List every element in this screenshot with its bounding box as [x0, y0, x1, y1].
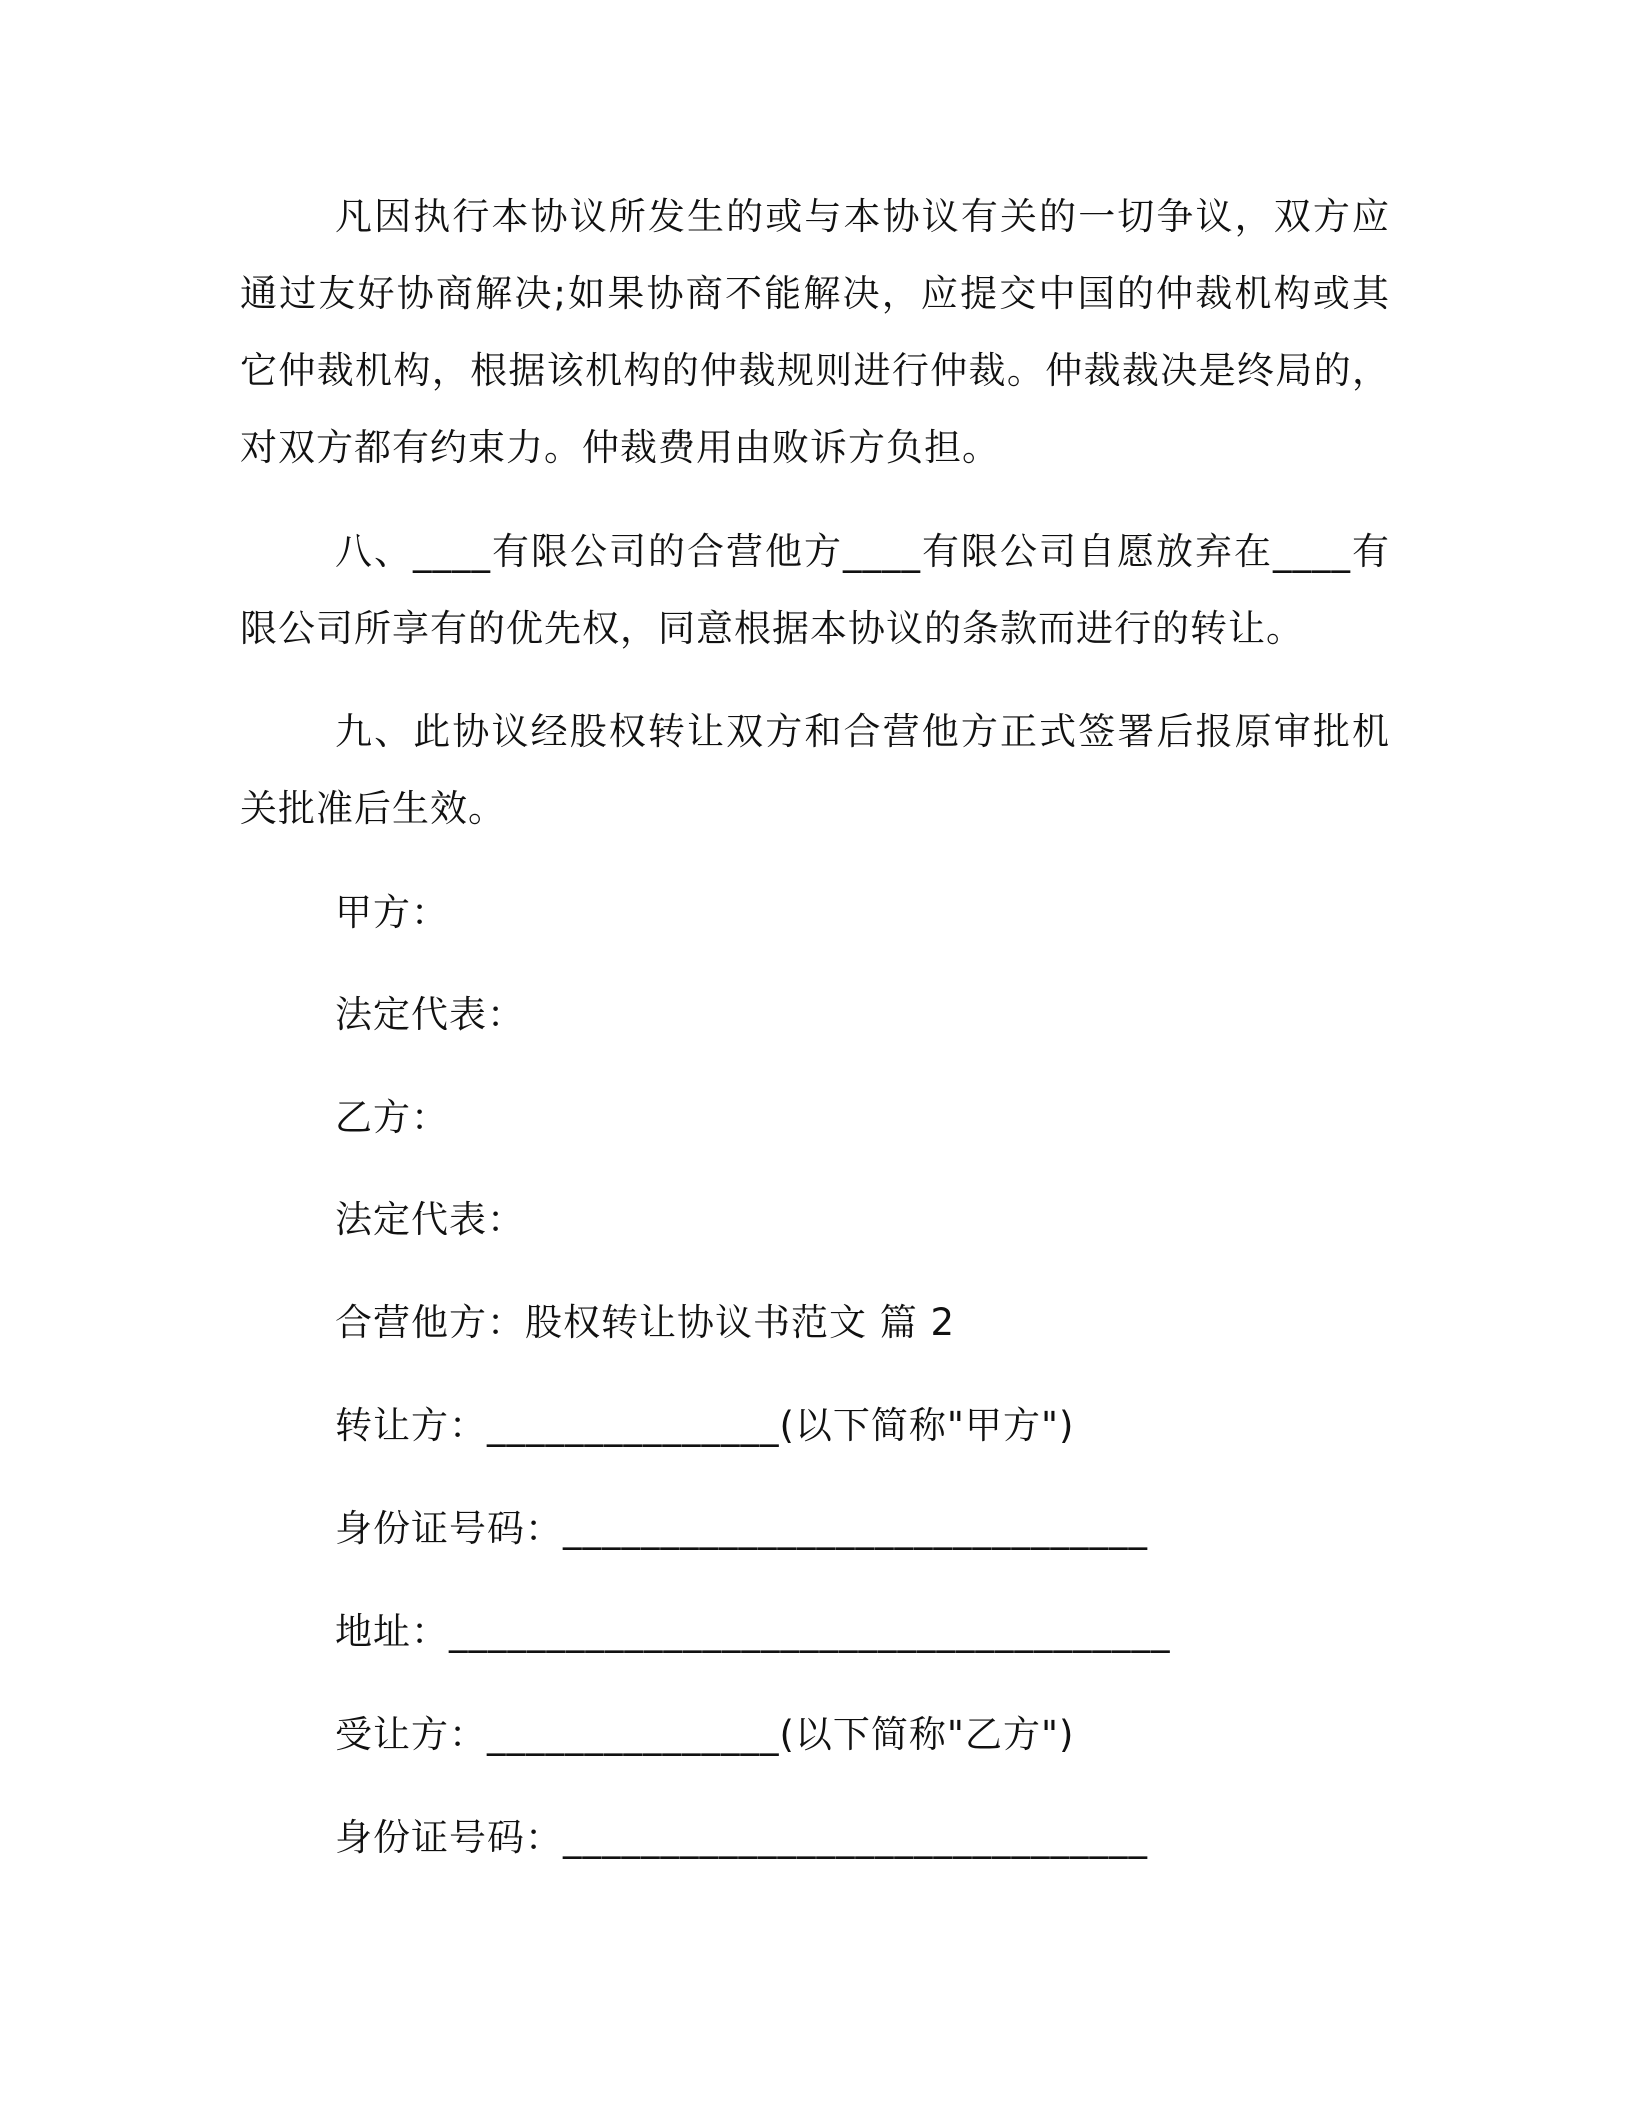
party-b-line: 乙方： — [335, 1096, 449, 1139]
clause-eight-paragraph: 八、____有限公司的合营他方____有限公司自愿放弃在____有限公司所享有的优先权，同意根据本协议的条款而进行的转让。 — [240, 530, 1390, 650]
party-a-line: 甲方： — [335, 891, 449, 934]
party-a-legal-rep-line: 法定代表： — [335, 993, 525, 1036]
transferor-address-line: 地址：_____________________________________ — [335, 1610, 1171, 1653]
clause-nine-paragraph: 九、此协议经股权转让双方和合营他方正式签署后报原审批机关批准后生效。 — [240, 710, 1390, 830]
transferor-line: 转让方：_______________(以下简称"甲方") — [335, 1404, 1075, 1447]
joint-venture-party-line: 合营他方：股权转让协议书范文 篇 2 — [335, 1301, 956, 1344]
transferor-id-number-line: 身份证号码：______________________________ — [335, 1507, 1148, 1550]
dispute-resolution-paragraph: 凡因执行本协议所发生的或与本协议有关的一切争议，双方应通过友好协商解决;如果协商不能解决，应提交中国的仲裁机构或其它仲裁机构，根据该机构的仲裁规则进行仲裁。仲裁裁决是终局的，对双方都有约束力。仲裁费用由败诉方负担。 — [240, 195, 1390, 469]
party-b-legal-rep-line: 法定代表： — [335, 1198, 525, 1241]
transferee-line: 受让方：_______________(以下简称"乙方") — [335, 1713, 1075, 1756]
transferee-id-number-line: 身份证号码：______________________________ — [335, 1816, 1148, 1859]
